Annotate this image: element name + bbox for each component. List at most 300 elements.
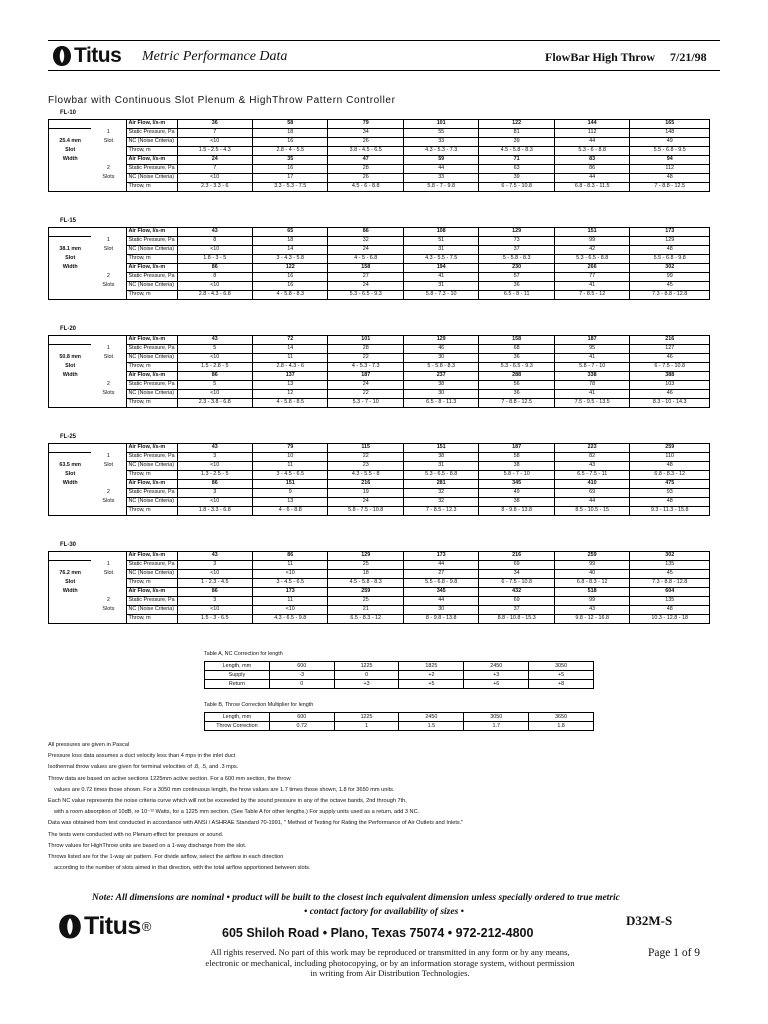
- data-cell: 11: [252, 354, 327, 363]
- rights-line-2: electronic or mechanical, including photocopying, or by an information storage system, without permission: [205, 957, 575, 968]
- section-subtitle: Flowbar with Continuous Slot Plenum & HighThrow Pattern Controller: [48, 95, 396, 106]
- slot-count-cell: [91, 156, 126, 165]
- data-cell: 8 - 9.8 - 13.8: [479, 507, 554, 516]
- data-cell: 288: [479, 372, 554, 381]
- data-cell: 38: [403, 381, 478, 390]
- data-cell: 129: [479, 228, 554, 237]
- column-header: 3050: [464, 713, 529, 722]
- slot-count-unit: Slot: [103, 246, 114, 253]
- column-header: 1825: [399, 662, 464, 671]
- table-row: [49, 552, 710, 561]
- row-label: NC (Noise Criteria): [126, 246, 177, 255]
- data-cell: 28: [328, 345, 403, 354]
- note-line: Each NC value represents the noise criteria curve which will not be exceeded by the sound pressure in any of the octave bands, 2nd through 7th,: [48, 798, 407, 805]
- table-cell: +5: [399, 680, 464, 689]
- table-row: [205, 671, 594, 680]
- row-label: Air Flow, l/s-m: [126, 588, 177, 597]
- data-cell: 158: [328, 264, 403, 273]
- data-cell: 7 - 8.8 - 12.5: [630, 183, 710, 192]
- size-cell: [49, 129, 92, 138]
- row-label: Throw, m: [126, 255, 177, 264]
- data-cell: 4 - 5 - 6.8: [328, 255, 403, 264]
- slot-count-cell: [91, 255, 126, 264]
- slot-label: Slot: [49, 579, 92, 588]
- data-cell: 129: [328, 552, 403, 561]
- data-cell: 10: [252, 453, 327, 462]
- data-cell: 345: [403, 588, 478, 597]
- data-cell: 2.8 - 4.3 - 6: [252, 363, 327, 372]
- table-cell: 0: [334, 671, 399, 680]
- data-cell: 37: [479, 246, 554, 255]
- data-cell: 9.3 - 11.3 - 15.8: [630, 507, 710, 516]
- data-cell: 17: [252, 174, 327, 183]
- group-model-label: FL-30: [60, 542, 77, 548]
- table-row: [49, 147, 710, 156]
- notes-block: [48, 740, 708, 874]
- data-cell: 410: [554, 480, 629, 489]
- data-cell: 31: [403, 282, 478, 291]
- data-cell: 7.3 - 8.8 - 12.8: [630, 291, 710, 300]
- data-cell: 43: [554, 462, 629, 471]
- slot-count-cell: [91, 507, 126, 516]
- data-cell: 31: [403, 462, 478, 471]
- data-cell: 48: [630, 246, 710, 255]
- data-cell: 39: [479, 174, 554, 183]
- data-cell: 38: [403, 453, 478, 462]
- group-model-label: FL-25: [60, 434, 77, 440]
- row-label: Supply: [205, 671, 270, 680]
- data-cell: 230: [479, 264, 554, 273]
- data-cell: 115: [328, 444, 403, 453]
- table-cell: +2: [399, 671, 464, 680]
- table-row: [49, 291, 710, 300]
- slot-count-cell: [91, 444, 126, 453]
- data-cell: 26: [328, 138, 403, 147]
- row-label: Static Pressure, Pa: [126, 345, 177, 354]
- data-cell: 6 - 7.5 - 10.8: [630, 363, 710, 372]
- row-label: Return: [205, 680, 270, 689]
- column-header: 2450: [399, 713, 464, 722]
- table-row: [49, 363, 710, 372]
- table-row: [49, 345, 710, 354]
- size-cell: [49, 282, 92, 291]
- data-cell: 23: [328, 462, 403, 471]
- data-cell: 187: [479, 444, 554, 453]
- data-cell: 44: [403, 561, 478, 570]
- table-row: [49, 507, 710, 516]
- data-cell: 86: [328, 228, 403, 237]
- data-cell: 51: [403, 237, 478, 246]
- data-cell: 6 - 7.5 - 10.8: [479, 183, 554, 192]
- data-cell: <10: [177, 138, 252, 147]
- size-cell: [49, 552, 92, 561]
- data-cell: 24: [177, 156, 252, 165]
- data-cell: 165: [630, 120, 710, 129]
- size-cell: [49, 453, 92, 462]
- data-cell: 259: [328, 588, 403, 597]
- row-label: Air Flow, l/s-m: [126, 444, 177, 453]
- column-header: 2450: [464, 662, 529, 671]
- slot-count: 2: [106, 165, 110, 172]
- data-cell: 22: [328, 354, 403, 363]
- row-label: Static Pressure, Pa: [126, 381, 177, 390]
- data-cell: 173: [252, 588, 327, 597]
- data-cell: 4 - 6 - 8.8: [252, 507, 327, 516]
- row-label: NC (Noise Criteria): [126, 498, 177, 507]
- data-cell: 5.3 - 6.5 - 8.8: [403, 471, 478, 480]
- data-cell: 3.3 - 5.3 - 7.5: [252, 183, 327, 192]
- row-label: Static Pressure, Pa: [126, 561, 177, 570]
- slot-count-cell: [91, 480, 126, 489]
- table-cell: +3: [334, 680, 399, 689]
- data-cell: 151: [403, 444, 478, 453]
- data-cell: 25: [328, 597, 403, 606]
- data-cell: 24: [328, 381, 403, 390]
- data-cell: 22: [328, 390, 403, 399]
- titus-swirl-icon: [52, 45, 72, 67]
- data-cell: 44: [554, 498, 629, 507]
- row-label: Throw, m: [126, 147, 177, 156]
- table-row: [49, 129, 710, 138]
- size-cell: [49, 498, 92, 507]
- data-cell: <10: [177, 462, 252, 471]
- table-cell: +5: [529, 671, 594, 680]
- data-cell: 112: [554, 129, 629, 138]
- data-cell: 5 - 5.8 - 8.3: [479, 255, 554, 264]
- performance-table: [48, 227, 710, 300]
- data-cell: 3: [177, 453, 252, 462]
- note-line: All pressures are given in Pascal: [48, 742, 130, 748]
- data-cell: 79: [252, 444, 327, 453]
- data-cell: 93: [630, 489, 710, 498]
- data-cell: 83: [554, 156, 629, 165]
- data-cell: 223: [554, 444, 629, 453]
- size-cell: [49, 615, 92, 624]
- table-b-caption: Table B, Throw Correction Multiplier for length: [204, 702, 314, 708]
- data-cell: 13: [252, 498, 327, 507]
- row-label: Air Flow, l/s-m: [126, 336, 177, 345]
- nc-correction-table: [204, 661, 594, 689]
- performance-table: [48, 119, 710, 192]
- data-cell: 72: [252, 336, 327, 345]
- titus-swirl-icon: [58, 913, 82, 940]
- row-label: Static Pressure, Pa: [126, 273, 177, 282]
- data-cell: 86: [252, 552, 327, 561]
- data-cell: 7 - 8.5 - 12.3: [403, 507, 478, 516]
- slot-count-unit: Slot: [103, 462, 114, 469]
- column-header: 600: [269, 662, 334, 671]
- table-row: [49, 336, 710, 345]
- data-cell: 46: [630, 354, 710, 363]
- data-cell: 4.3 - 5.3 - 7.3: [403, 147, 478, 156]
- data-cell: <10: [177, 282, 252, 291]
- table-row: [49, 561, 710, 570]
- table-row: [49, 255, 710, 264]
- note-line: with a room absorption of 10dB, re 10⁻¹² Watts, for a 1225 mm section. (See Table A for other lengths.) For supply units used as a return, add 3 NC.: [54, 809, 420, 816]
- data-cell: 5.5 - 6.8 - 9.8: [403, 579, 478, 588]
- row-label: Throw, m: [126, 471, 177, 480]
- data-cell: 101: [328, 336, 403, 345]
- data-cell: 5.3 - 6.5 - 9.3: [479, 363, 554, 372]
- data-cell: 81: [479, 129, 554, 138]
- slot-count-cell: [91, 336, 126, 345]
- slot-size: 38.1 mm: [49, 246, 92, 255]
- data-cell: 43: [177, 228, 252, 237]
- slot-count-cell: [91, 615, 126, 624]
- table-row: [49, 597, 710, 606]
- data-cell: 78: [554, 381, 629, 390]
- footer-note-line-2: • contact factory for availability of sizes •: [304, 907, 464, 917]
- table-row: [49, 480, 710, 489]
- data-cell: 27: [403, 570, 478, 579]
- table-cell: +6: [464, 680, 529, 689]
- data-cell: 135: [630, 561, 710, 570]
- data-cell: <10: [177, 354, 252, 363]
- data-cell: 26: [328, 174, 403, 183]
- data-cell: <10: [177, 498, 252, 507]
- size-cell: [49, 444, 92, 453]
- performance-table: [48, 335, 710, 408]
- size-cell: [49, 228, 92, 237]
- table-row: [49, 471, 710, 480]
- data-cell: 79: [328, 120, 403, 129]
- data-cell: 36: [479, 282, 554, 291]
- data-cell: 6 - 7.5 - 10.8: [479, 579, 554, 588]
- data-cell: 43: [177, 444, 252, 453]
- data-cell: 63: [479, 165, 554, 174]
- slot-count-unit: Slot: [103, 354, 114, 361]
- data-cell: 6.8 - 8.3 - 11.5: [554, 183, 629, 192]
- data-cell: 19: [328, 489, 403, 498]
- slot-count: 2: [106, 381, 110, 388]
- data-cell: 259: [630, 444, 710, 453]
- data-cell: 44: [403, 165, 478, 174]
- row-label: Air Flow, l/s-m: [126, 264, 177, 273]
- data-cell: 475: [630, 480, 710, 489]
- data-cell: 58: [252, 120, 327, 129]
- data-cell: 129: [403, 336, 478, 345]
- note-line: Data was obtained from test conducted in accordance with ANSI / ASHRAE Standard 70-1991, " Method of Testing for Rating the Performance of Air Outlets and Inlets.": [48, 820, 464, 827]
- data-cell: 46: [403, 345, 478, 354]
- data-cell: 108: [403, 228, 478, 237]
- table-row: [49, 606, 710, 615]
- header-rule-top: [48, 40, 720, 41]
- slot-count-unit: Slots: [102, 390, 115, 397]
- row-label: Throw, m: [126, 291, 177, 300]
- row-label: NC (Noise Criteria): [126, 570, 177, 579]
- data-cell: 45: [630, 282, 710, 291]
- table-row: [49, 453, 710, 462]
- data-cell: 5.3 - 6.5 - 8.8: [554, 255, 629, 264]
- data-cell: 1.5 - 2.5 - 4.3: [177, 147, 252, 156]
- table-row: [49, 381, 710, 390]
- row-label: NC (Noise Criteria): [126, 606, 177, 615]
- size-cell: [49, 183, 92, 192]
- table-row: [49, 138, 710, 147]
- data-cell: 5.5 - 6.8 - 9.5: [630, 147, 710, 156]
- data-cell: 55: [403, 129, 478, 138]
- data-cell: 40: [554, 570, 629, 579]
- data-cell: 86: [177, 480, 252, 489]
- table-row: [49, 444, 710, 453]
- data-cell: 47: [328, 156, 403, 165]
- data-cell: 44: [554, 138, 629, 147]
- table-row: [49, 462, 710, 471]
- table-cell: +8: [529, 680, 594, 689]
- row-label: Air Flow, l/s-m: [126, 372, 177, 381]
- column-header: 1225: [334, 713, 399, 722]
- column-header: 600: [269, 713, 334, 722]
- data-cell: 32: [403, 489, 478, 498]
- slot-count: 2: [106, 489, 110, 496]
- size-cell: [49, 345, 92, 354]
- table-row: [49, 399, 710, 408]
- size-cell: [49, 174, 92, 183]
- data-cell: 1 - 2.3 - 4.5: [177, 579, 252, 588]
- data-cell: 99: [554, 237, 629, 246]
- data-cell: 3: [177, 489, 252, 498]
- row-label: Air Flow, l/s-m: [126, 228, 177, 237]
- data-cell: 12: [252, 390, 327, 399]
- data-cell: 302: [630, 264, 710, 273]
- row-label: Air Flow, l/s-m: [126, 480, 177, 489]
- size-cell: [49, 399, 92, 408]
- data-cell: 5.3 - 6.5 - 9.3: [328, 291, 403, 300]
- document-number: D32M-S: [626, 913, 673, 928]
- slot-count-cell: [91, 120, 126, 129]
- size-cell: [49, 336, 92, 345]
- slot-count: 1: [106, 453, 110, 460]
- data-cell: 194: [403, 264, 478, 273]
- data-cell: 151: [554, 228, 629, 237]
- data-cell: 302: [630, 552, 710, 561]
- row-label: Air Flow, l/s-m: [126, 552, 177, 561]
- column-header: 1225: [334, 662, 399, 671]
- header-date: 7/21/98: [670, 50, 707, 64]
- data-cell: 59: [403, 156, 478, 165]
- data-cell: 16: [252, 165, 327, 174]
- data-cell: 13: [252, 381, 327, 390]
- data-cell: 49: [630, 138, 710, 147]
- table-cell: 0.72: [269, 722, 334, 731]
- data-cell: 86: [177, 264, 252, 273]
- data-cell: 9: [252, 489, 327, 498]
- row-label: Static Pressure, Pa: [126, 489, 177, 498]
- data-cell: 101: [403, 120, 478, 129]
- slot-count-cell: [91, 363, 126, 372]
- data-cell: 82: [554, 453, 629, 462]
- data-cell: 41: [554, 390, 629, 399]
- data-cell: 1.8 - 3 - 5: [177, 255, 252, 264]
- data-cell: 135: [630, 597, 710, 606]
- data-cell: 345: [479, 480, 554, 489]
- slot-count-unit: Slots: [102, 282, 115, 289]
- data-cell: 5.8 - 7.5 - 10.8: [328, 507, 403, 516]
- data-cell: 99: [630, 273, 710, 282]
- data-cell: 1.8 - 3.3 - 6.8: [177, 507, 252, 516]
- data-cell: 65: [252, 228, 327, 237]
- data-cell: 216: [328, 480, 403, 489]
- data-cell: 34: [479, 570, 554, 579]
- table-row: [49, 570, 710, 579]
- data-cell: 69: [554, 489, 629, 498]
- table-row: [205, 680, 594, 689]
- data-cell: 6.5 - 7.5 - 11: [554, 471, 629, 480]
- slot-size: 63.5 mm: [49, 462, 92, 471]
- slot-count-unit: Slot: [103, 570, 114, 577]
- size-cell: [49, 273, 92, 282]
- slot-count: 1: [106, 561, 110, 568]
- table-cell: -3: [269, 671, 334, 680]
- row-label: Throw Correction: [205, 722, 270, 731]
- data-cell: 3: [177, 561, 252, 570]
- data-cell: 5.3 - 6 - 8.8: [554, 147, 629, 156]
- registered-mark: ®: [141, 919, 152, 934]
- width-label: Width: [49, 480, 92, 489]
- data-cell: 94: [630, 156, 710, 165]
- data-cell: 31: [403, 246, 478, 255]
- data-cell: 7 - 8.8 - 12.5: [479, 399, 554, 408]
- data-cell: 8: [177, 237, 252, 246]
- data-cell: 281: [403, 480, 478, 489]
- data-cell: 11: [252, 597, 327, 606]
- table-a-caption: Table A, NC Correction for length: [204, 651, 283, 657]
- data-cell: 7 - 8.5 - 12: [554, 291, 629, 300]
- data-cell: 42: [554, 246, 629, 255]
- data-cell: 24: [328, 498, 403, 507]
- data-cell: 6.5 - 8.3 - 12: [328, 615, 403, 624]
- header-logo: [52, 44, 121, 68]
- data-cell: 18: [252, 129, 327, 138]
- data-cell: 14: [252, 345, 327, 354]
- note-line: Isothermal throw values are given for terminal velocities of .8, .5, and .3 mps.: [48, 764, 239, 771]
- slot-count-cell: [91, 579, 126, 588]
- data-cell: 6.5 - 8 - 11.3: [403, 399, 478, 408]
- row-label: Air Flow, l/s-m: [126, 156, 177, 165]
- size-cell: [49, 291, 92, 300]
- data-cell: 21: [328, 606, 403, 615]
- data-cell: 69: [479, 597, 554, 606]
- data-cell: 39: [479, 138, 554, 147]
- row-label: NC (Noise Criteria): [126, 138, 177, 147]
- data-cell: 24: [328, 246, 403, 255]
- data-cell: 16: [252, 273, 327, 282]
- row-label: Throw, m: [126, 183, 177, 192]
- data-cell: 8.8 - 10.8 - 15.3: [479, 615, 554, 624]
- data-cell: 25: [328, 561, 403, 570]
- table-cell: +3: [464, 671, 529, 680]
- width-label: Width: [49, 372, 92, 381]
- data-cell: 56: [479, 381, 554, 390]
- page-title: Metric Performance Data: [142, 49, 288, 64]
- data-cell: 5.8 - 7 - 10: [554, 363, 629, 372]
- table-row: [49, 390, 710, 399]
- slot-count: 2: [106, 273, 110, 280]
- data-cell: <10: [177, 246, 252, 255]
- data-cell: 48: [630, 498, 710, 507]
- slot-count-unit: Slots: [102, 498, 115, 505]
- rights-line-3: in writing from Air Distribution Technologies.: [310, 968, 470, 978]
- table-row: [49, 498, 710, 507]
- data-cell: 6.8 - 8.3 - 12: [554, 579, 629, 588]
- data-cell: 36: [479, 354, 554, 363]
- table-header-row: [205, 662, 594, 671]
- data-cell: 46: [630, 390, 710, 399]
- data-cell: 3 - 4.5 - 6.5: [252, 579, 327, 588]
- column-header: 3050: [529, 662, 594, 671]
- slot-count-cell: [91, 183, 126, 192]
- data-cell: 112: [630, 165, 710, 174]
